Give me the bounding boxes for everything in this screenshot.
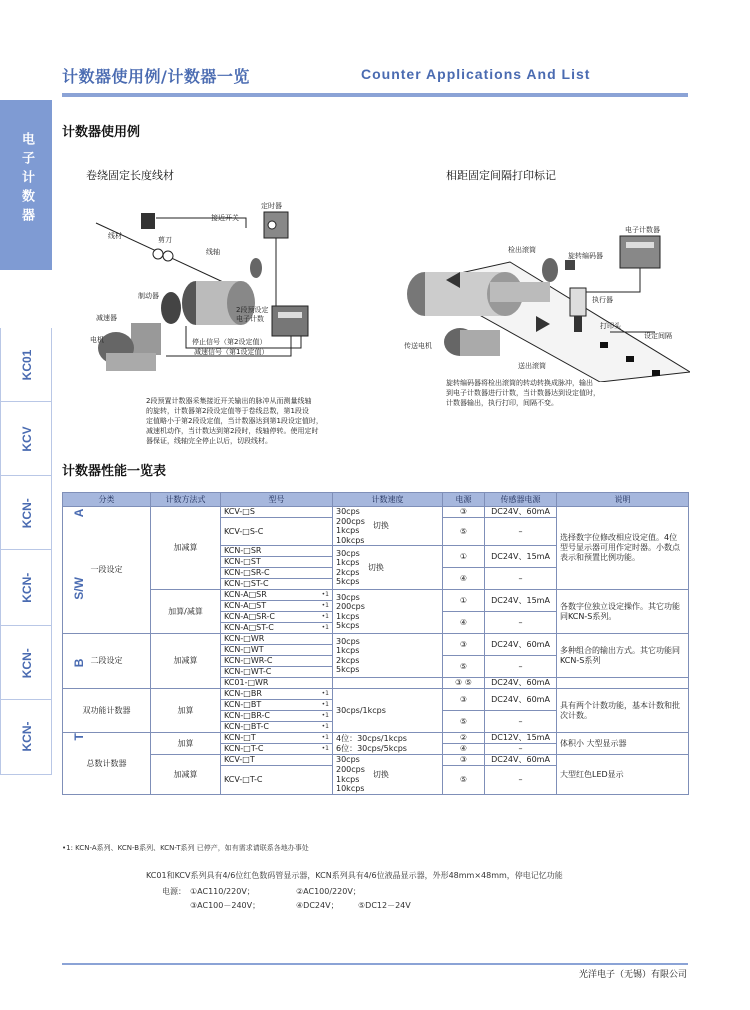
side-tab-label: 电子计数器 <box>19 132 34 227</box>
cell-description: 大型红色LED显示 <box>557 755 689 794</box>
footnote-power-label: 电源： <box>162 887 186 896</box>
cell-description: 具有两个计数功能，基本计数和批次计数。 <box>557 689 689 733</box>
label-reducer: 减速器 <box>96 314 117 322</box>
side-tab-label: KCV <box>20 425 34 452</box>
cell-sensor: DC24V、60mA <box>485 689 557 711</box>
section-title-performance-list: 计数器性能一览表 <box>62 464 167 479</box>
cell-speed: 30cps 1kcps 2kcps 5kcps <box>333 634 443 678</box>
table-header-row <box>63 493 689 507</box>
cell-sensor: DC24V、60mA <box>485 678 557 689</box>
cell-category: 一段设定 <box>63 507 151 634</box>
side-tab-kcn-t[interactable] <box>0 700 86 775</box>
label-drive-motor: 传送电机 <box>404 342 432 350</box>
side-tab-kcn-b[interactable] <box>0 626 86 700</box>
label-spool: 线轴 <box>206 248 220 256</box>
cell-model: KCN-□BR-C •1 <box>221 711 333 722</box>
footnote-discontinued: •1: KCN-A系列、KCN-B系列、KCN-T系列 已停产，如有需求请联系各地办事处 <box>62 844 309 852</box>
section-title-applications: 计数器使用例 <box>62 125 141 140</box>
label-counter-line1: 2段预设定 <box>236 306 269 314</box>
cell-power: ③ <box>443 689 485 711</box>
cell-sensor: DC24V、60mA <box>485 755 557 766</box>
side-tab-kcv[interactable] <box>0 402 52 476</box>
cell-model: KCV-□S-C <box>221 518 333 546</box>
cell-method: 加减算 <box>151 755 221 794</box>
cell-model: KCN-□T •1 <box>221 733 333 744</box>
power-option-2: ②AC100/220V； <box>296 887 361 896</box>
label-feed-roller: 送出滚筒 <box>518 362 546 370</box>
cell-model: KCN-□WR-C <box>221 656 333 667</box>
table-row <box>63 733 689 744</box>
cell-model: KCN-□T-C •1 <box>221 744 333 755</box>
cell-sensor: DC24V、60mA <box>485 507 557 518</box>
cell-category: 二段设定 <box>63 634 151 689</box>
cell-model: KCN-□WT-C <box>221 667 333 678</box>
cell-power: ③ <box>443 755 485 766</box>
cell-category: 双功能计数器 <box>63 689 151 733</box>
page-title-english: Counter Applications And List <box>361 66 591 82</box>
cell-power: ⑤ <box>443 518 485 546</box>
side-tab-column <box>0 100 86 775</box>
cell-description: 体积小 大型显示器 <box>557 733 689 755</box>
cell-speed: 30cps 200cps 1kcps 10kcps 切换 <box>333 507 443 546</box>
cell-model: KCN-A□SR •1 <box>221 590 333 601</box>
cell-power: ④ <box>443 568 485 590</box>
table-row <box>63 634 689 645</box>
col-header-model: 型号 <box>221 493 333 507</box>
cell-sensor: – <box>485 766 557 794</box>
cell-model: KCN-□ST-C <box>221 579 333 590</box>
cell-description <box>557 678 689 689</box>
label-encoder: 旋转编码器 <box>568 252 603 260</box>
cell-model: KCN-□BR •1 <box>221 689 333 700</box>
cell-model: KCN-□BT-C •1 <box>221 722 333 733</box>
cell-sensor: – <box>485 568 557 590</box>
label-timer: 定时器 <box>261 202 282 210</box>
cell-model: KCV-□T <box>221 755 333 766</box>
cell-model: KCN-□WT <box>221 645 333 656</box>
power-option-1: ①AC110/220V； <box>190 887 255 896</box>
counter-spec-table <box>62 492 689 795</box>
cell-description: 选择数字位修改相应设定值。4位型号显示器可用作定时器。小数点表示和预置比例功能。 <box>557 507 689 590</box>
cell-model: KCV-□S <box>221 507 333 518</box>
cell-model: KCN-A□SR-C •1 <box>221 612 333 623</box>
side-tab-electronic-counter[interactable] <box>0 100 52 270</box>
label-slow-signal: 减速信号（第1设定值） <box>194 348 269 356</box>
cell-sensor: – <box>485 711 557 733</box>
label-counter-line2: 电子计数 <box>236 315 264 323</box>
cell-power: ④ <box>443 744 485 755</box>
cell-power: ⑤ <box>443 766 485 794</box>
cell-sensor: – <box>485 518 557 546</box>
label-proximity-switch: 接近开关 <box>211 214 239 222</box>
cell-power: ① <box>443 546 485 568</box>
power-option-5: ⑤DC12－24V <box>358 901 411 910</box>
label-stop-signal: 停止信号（第2设定值） <box>192 338 267 346</box>
cell-model: KCN-□WR <box>221 634 333 645</box>
cell-power: ② <box>443 733 485 744</box>
cell-category: 总数计数器 <box>63 733 151 794</box>
col-header-power: 电源 <box>443 493 485 507</box>
col-header-method: 计数方法式 <box>151 493 221 507</box>
footnote-display-info: KC01和KCV系列具有4/6位红色数码管显示器，KCN系列具有4/6位液晶显示器，外形48mm×48mm，停电记忆功能 <box>146 871 563 880</box>
cell-speed: 30cps 200cps 1kcps 10kcps 切换 <box>333 755 443 794</box>
cell-power: ⑤ <box>443 656 485 678</box>
cell-model: KC01-□WR <box>221 678 333 689</box>
cell-model: KCV-□T-C <box>221 766 333 794</box>
label-cutter: 剪刀 <box>158 236 172 244</box>
cell-speed: 30cps 200cps 1kcps 5kcps <box>333 590 443 634</box>
caption-wire-winding: 2段预置计数器采集接近开关输出的脉冲从而测量线轴 的旋转，计数器第2段设定值等于卷线总数，第1段设 定值略小于第2段设定值，当计数器达到第1段设定值时， 减速机动作，当计数达到第2段时，线轴停转。使用定时 器保证，线轴完全停止以后，切段线材。 <box>146 397 323 445</box>
label-interval: 设定间隔 <box>644 332 672 340</box>
side-tab-kcn-sw[interactable] <box>0 550 86 626</box>
cell-method: 加算/减算 <box>151 590 221 634</box>
col-header-category: 分类 <box>63 493 151 507</box>
label-detect-roller: 检出滚筒 <box>508 246 536 254</box>
cell-model: KCN-A□ST-C •1 <box>221 623 333 634</box>
caption-print-marking: 旋转编码器将检出滚筒的转动转换成脉冲，输出 到电子计数器进行计数，当计数器达到设定值时， 计数器输出，执行打印，间隔不变。 <box>446 379 600 407</box>
cell-power: ① <box>443 590 485 612</box>
cell-speed <box>333 678 443 689</box>
label-brake: 制动器 <box>138 292 159 300</box>
cell-description: 多种组合的输出方式。其它功能同KCN-S系列 <box>557 634 689 678</box>
cell-model: KCN-A□ST •1 <box>221 601 333 612</box>
page-title: 计数器使用例/计数器一览 <box>62 67 250 86</box>
side-tab-kc01[interactable] <box>0 328 52 402</box>
print-marking-illustration <box>400 222 690 382</box>
cell-method: 加算 <box>151 733 221 755</box>
power-option-4: ④DC24V； <box>296 901 339 910</box>
cell-model: KCN-□SR <box>221 546 333 557</box>
cell-method: 加减算 <box>151 507 221 590</box>
cell-power: ③ <box>443 507 485 518</box>
cell-sensor: DC12V、15mA <box>485 733 557 744</box>
cell-model: KCN-□ST <box>221 557 333 568</box>
side-tab-label: KCN-T <box>20 722 86 752</box>
side-tab-label: KCN-A <box>20 497 86 528</box>
cell-sensor: – <box>485 656 557 678</box>
cell-model: KCN-□BT •1 <box>221 700 333 711</box>
cell-sensor: DC24V、15mA <box>485 590 557 612</box>
col-header-speed: 计数速度 <box>333 493 443 507</box>
cell-power: ③ ⑤ <box>443 678 485 689</box>
side-tab-label: KCN-S/W <box>20 572 86 603</box>
cell-speed: 4位：30cps/1kcps 6位：30cps/5kcps <box>333 733 443 755</box>
company-name: 光洋电子（无锡）有限公司 <box>579 970 688 980</box>
label-electronic-counter: 电子计数器 <box>625 226 660 234</box>
table-row <box>63 689 689 700</box>
subtitle-wire-winding: 卷绕固定长度线材 <box>86 169 174 182</box>
label-motor: 电机 <box>90 336 104 344</box>
cell-speed: 30cps 1kcps 2kcps 5kcps 切换 <box>333 546 443 590</box>
label-wire: 线材 <box>108 232 122 240</box>
wire-winding-illustration <box>86 188 326 388</box>
cell-sensor: – <box>485 612 557 634</box>
footer-divider <box>62 963 688 965</box>
header-divider <box>62 93 688 97</box>
col-header-sensor-power: 传感器电源 <box>485 493 557 507</box>
subtitle-print-marking: 相距固定间隔打印标记 <box>446 169 556 182</box>
cell-power: ⑤ <box>443 711 485 733</box>
table-row <box>63 590 689 601</box>
side-tab-label: KC01 <box>20 349 34 380</box>
cell-power: ③ <box>443 634 485 656</box>
side-tab-kcn-a[interactable] <box>0 476 86 550</box>
cell-method: 加算 <box>151 689 221 733</box>
cell-sensor: – <box>485 744 557 755</box>
power-option-3: ③AC100－240V； <box>190 901 261 910</box>
label-actuator: 执行器 <box>592 296 613 304</box>
cell-sensor: DC24V、15mA <box>485 546 557 568</box>
cell-sensor: DC24V、60mA <box>485 634 557 656</box>
cell-description: 各数字位独立设定操作。其它功能同KCN-S系列。 <box>557 590 689 634</box>
col-header-description: 说明 <box>557 493 689 507</box>
label-print-head: 打印头 <box>600 322 621 330</box>
cell-speed: 30cps/1kcps <box>333 689 443 733</box>
cell-model: KCN-□SR-C <box>221 568 333 579</box>
side-tab-label: KCN-B <box>20 647 86 678</box>
cell-method: 加减算 <box>151 634 221 689</box>
cell-power: ④ <box>443 612 485 634</box>
